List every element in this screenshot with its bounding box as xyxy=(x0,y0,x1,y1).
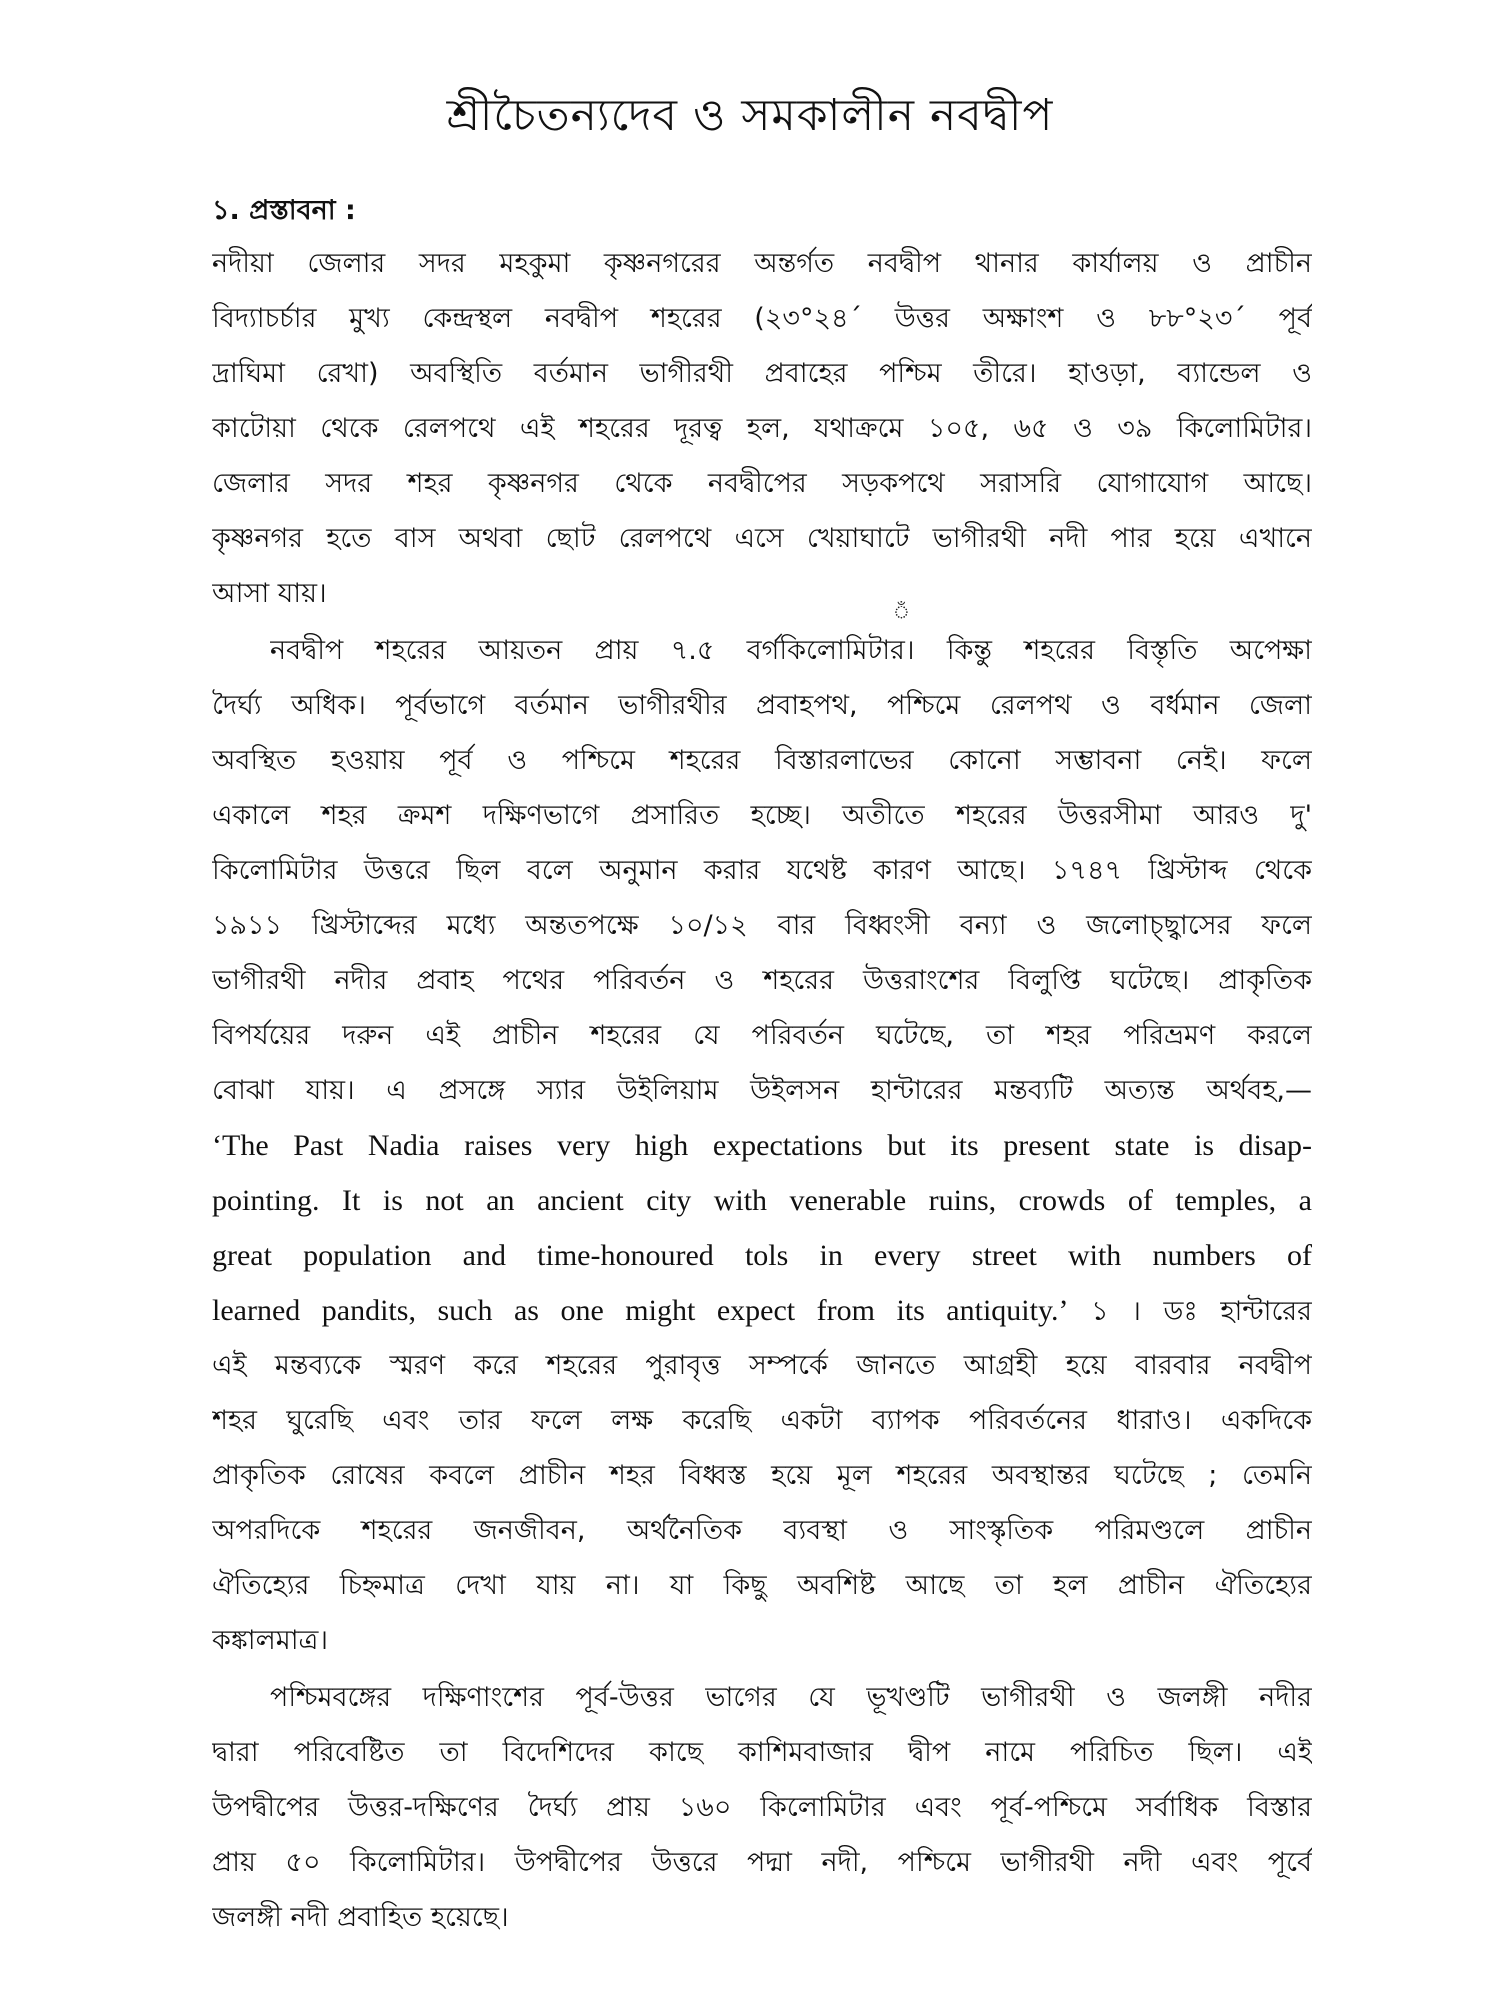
text-line: জেলার সদর শহর কৃষ্ণনগর থেকে নবদ্বীপের সড়কপথে সরাসরি যোগাযোগ আছে। xyxy=(212,468,1312,499)
quote-line: pointing. It is not an ancient city with venerable ruins, crowds of temples, a xyxy=(212,1184,1312,1217)
text-line: প্রাকৃতিক রোষের কবলে প্রাচীন শহর বিধ্বস্ত হয়ে মূল শহরের অবস্থান্তর ঘটেছে ; তেমনি xyxy=(212,1460,1312,1491)
quote-line xyxy=(212,1291,1312,1331)
text-line: পশ্চিমবঙ্গের দক্ষিণাংশের পূর্ব-উত্তর ভাগের যে ভূখণ্ডটি ভাগীরথী ও জলঙ্গী নদীর xyxy=(270,1682,1312,1713)
text-line: জলঙ্গী নদী প্রবাহিত হয়েছে। xyxy=(212,1902,509,1933)
text-line: দ্রাঘিমা রেখা) অবস্থিতি বর্তমান ভাগীরথী প্রবাহের পশ্চিম তীরে। হাওড়া, ব্যান্ডেল ও xyxy=(212,358,1312,389)
text-line: ঐতিহ্যের চিহ্নমাত্র দেখা যায় না। যা কিছু অবশিষ্ট আছে তা হল প্রাচীন ঐতিহ্যের xyxy=(212,1570,1312,1601)
text-line: বিপর্যয়ের দরুন এই প্রাচীন শহরের যে পরিবর্তন ঘটেছে, তা শহর পরিভ্রমণ করলে xyxy=(212,1020,1312,1051)
text-line: বিদ্যাচর্চার মুখ্য কেন্দ্রস্থল নবদ্বীপ শহরের (২৩°২৪´ উত্তর অক্ষাংশ ও ৮৮°২৩´ পূর্ব xyxy=(212,303,1312,334)
text-line: কঙ্কালমাত্র। xyxy=(212,1625,329,1656)
text-line: ১৯১১ খ্রিস্টাব্দের মধ্যে অন্ততপক্ষে ১০/১২ বার বিধ্বংসী বন্যা ও জলোচ্ছ্বাসের ফলে xyxy=(212,910,1312,941)
section-heading: ১. প্রস্তাবনা : xyxy=(212,195,356,226)
text-line: অবস্থিত হওয়ায় পূর্ব ও পশ্চিমে শহরের বিস্তারলাভের কোনো সম্ভাবনা নেই। ফলে xyxy=(212,745,1312,776)
text-line: কাটোয়া থেকে রেলপথে এই শহরের দূরত্ব হল, যথাক্রমে ১০৫, ৬৫ ও ৩৯ কিলোমিটার। xyxy=(212,413,1312,444)
text-line: নদীয়া জেলার সদর মহকুমা কৃষ্ণনগরের অন্তর্গত নবদ্বীপ থানার কার্যালয় ও প্রাচীন xyxy=(212,248,1312,279)
text-line: এই মন্তব্যকে স্মরণ করে শহরের পুরাবৃত্ত সম্পর্কে জানতে আগ্রহী হয়ে বারবার নবদ্বীপ xyxy=(212,1350,1312,1381)
footnote-ref: ১ । ডঃ হান্টারের xyxy=(1091,1296,1312,1327)
text-line: কৃষ্ণনগর হতে বাস অথবা ছোট রেলপথে এসে খেয়াঘাটে ভাগীরথী নদী পার হয়ে এখানে xyxy=(212,523,1312,554)
text-line: অপরদিকে শহরের জনজীবন, অর্থনৈতিক ব্যবস্থা ও সাংস্কৃতিক পরিমণ্ডলে প্রাচীন xyxy=(212,1515,1312,1546)
quote-text: learned pandits, such as one might expect from its antiquity.’ xyxy=(212,1294,1069,1327)
text-line: দৈর্ঘ্য অধিক। পূর্বভাগে বর্তমান ভাগীরথীর প্রবাহপথ, পশ্চিমে রেলপথ ও বর্ধমান জেলা xyxy=(212,690,1312,721)
text-line: বোঝা যায়। এ প্রসঙ্গে স্যার উইলিয়াম উইলসন হান্টারের মন্তব্যটি অত্যন্ত অর্থবহ,— xyxy=(212,1075,1312,1106)
stray-mark: ঁ xyxy=(893,602,910,623)
text-line: দ্বারা পরিবেষ্টিত তা বিদেশিদের কাছে কাশিমবাজার দ্বীপ নামে পরিচিত ছিল। এই xyxy=(212,1737,1312,1768)
text-line: প্রায় ৫০ কিলোমিটার। উপদ্বীপের উত্তরে পদ্মা নদী, পশ্চিমে ভাগীরথী নদী এবং পূর্বে xyxy=(212,1847,1312,1878)
text-line: নবদ্বীপ শহরের আয়তন প্রায় ৭.৫ বর্গকিলোমিটার। কিন্তু শহরের বিস্তৃতি অপেক্ষা xyxy=(270,635,1312,666)
quote-line: ‘The Past Nadia raises very high expectations but its present state is disap- xyxy=(212,1129,1312,1162)
text-line: শহর ঘুরেছি এবং তার ফলে লক্ষ করেছি একটা ব্যাপক পরিবর্তনের ধারাও। একদিকে xyxy=(212,1405,1312,1436)
page-title: শ্রীচৈতন্যদেব ও সমকালীন নবদ্বীপ xyxy=(446,90,1054,141)
text-line: ভাগীরথী নদীর প্রবাহ পথের পরিবর্তন ও শহরের উত্তরাংশের বিলুপ্তি ঘটেছে। প্রাকৃতিক xyxy=(212,965,1312,996)
text-line: আসা যায়। xyxy=(212,578,327,609)
text-line: উপদ্বীপের উত্তর-দক্ষিণের দৈর্ঘ্য প্রায় ১৬০ কিলোমিটার এবং পূর্ব-পশ্চিমে সর্বাধিক বিস্তার xyxy=(212,1792,1312,1823)
text-line: একালে শহর ক্রমশ দক্ষিণভাগে প্রসারিত হচ্ছে। অতীতে শহরের উত্তরসীমা আরও দু' xyxy=(212,800,1312,831)
text-line: কিলোমিটার উত্তরে ছিল বলে অনুমান করার যথেষ্ট কারণ আছে। ১৭৪৭ খ্রিস্টাব্দ থেকে xyxy=(212,855,1312,886)
quote-line: great population and time-honoured tols in every street with numbers of xyxy=(212,1239,1312,1272)
